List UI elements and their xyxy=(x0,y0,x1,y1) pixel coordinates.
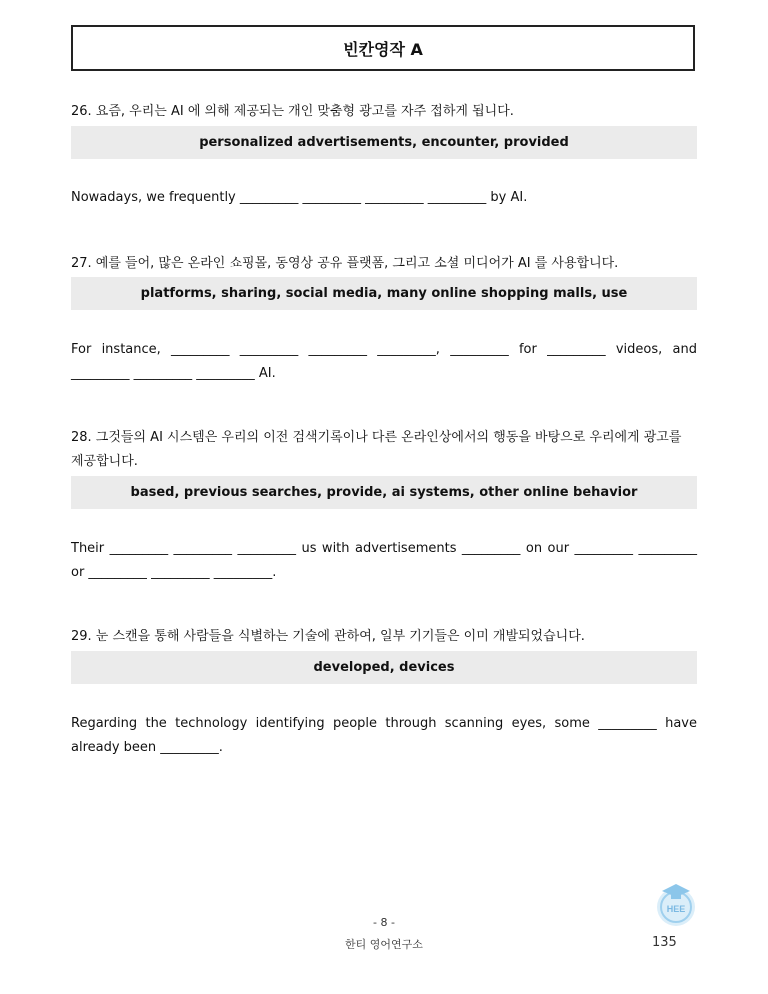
question-28-hint: based, previous searches, provide, ai systems, other online behavior xyxy=(71,476,697,509)
worksheet-title: 빈칸영작 A xyxy=(71,25,695,71)
question-28-korean: 28. 그것들의 AI 시스템은 우리의 이전 검색기록이나 다른 온라인상에서의 행동을 바탕으로 우리에게 광고를 제공합니다. xyxy=(71,430,682,469)
question-28-answer: Their _________ _________ _________ us with advertisements _________ on our _________ _________ or _________ _________ _________. xyxy=(71,541,697,580)
question-26-korean: 26. 요즘, 우리는 AI 에 의해 제공되는 개인 맞춤형 광고를 자주 접하게 됩니다. xyxy=(71,104,514,119)
question-27-korean: 27. 예를 들어, 많은 온라인 쇼핑몰, 동영상 공유 플랫폼, 그리고 소셜 미디어가 AI 를 사용합니다. xyxy=(71,256,619,271)
question-26-answer: Nowadays, we frequently _________ _________ _________ _________ by AI. xyxy=(71,190,528,205)
question-26-hint: personalized advertisements, encounter, provided xyxy=(71,126,697,159)
question-27-answer: For instance, _________ _________ _________ _________, _________ for _________ videos, and _________ _________ _________ AI. xyxy=(71,342,697,381)
footer-page-indicator: - 8 - xyxy=(373,916,395,929)
page-number: 135 xyxy=(652,935,677,950)
question-27-hint: platforms, sharing, social media, many online shopping malls, use xyxy=(71,277,697,310)
hee-logo-icon xyxy=(652,880,700,928)
logo-text: HEE xyxy=(666,904,686,914)
question-29-answer: Regarding the technology identifying people through scanning eyes, some _________ have already been _________. xyxy=(71,716,697,755)
question-29-korean: 29. 눈 스캔을 통해 사람들을 식별하는 기술에 관하여, 일부 기기들은 이미 개발되었습니다. xyxy=(71,629,585,644)
question-29-hint: developed, devices xyxy=(71,651,697,684)
footer-organization: 한티 영어연구소 xyxy=(345,938,423,951)
